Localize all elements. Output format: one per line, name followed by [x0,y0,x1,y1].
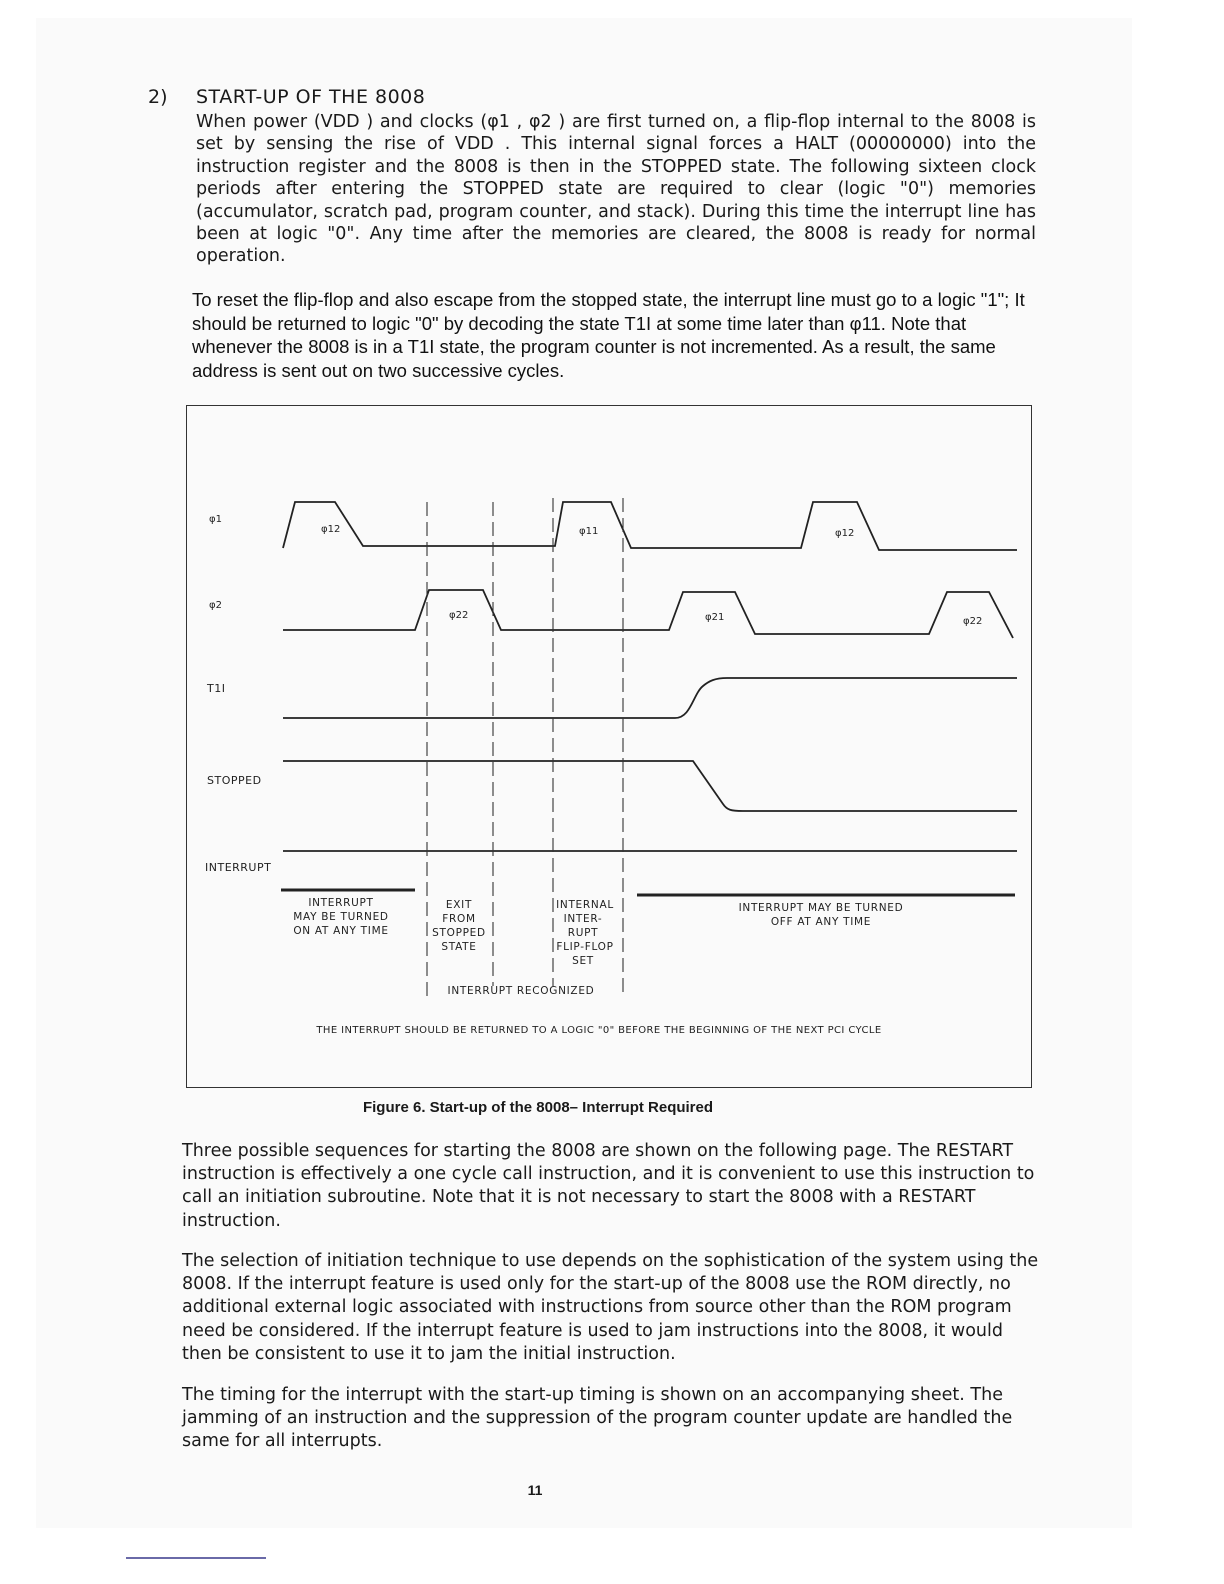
note-may-off-line2: OFF AT ANY TIME [770,916,872,928]
note-internal-line2: INTER- [563,913,603,925]
timing-diagram [187,406,1033,1089]
note-internal-line1: INTERNAL [556,899,614,911]
pulse-label-phi12-second: φ12 [835,528,855,539]
signal-label-interrupt: INTERRUPT [205,861,272,874]
pulse-label-phi22-second: φ22 [963,616,983,627]
paragraph-sequences: Three possible sequences for starting the 8008 are shown on the following page. The RESTART instruction is effectively a one cycle call instruction, and it is convenient to use this instruction to call an initiation subroutine. Note that it is not necessary to start the 8008 with a RESTART instruction. [182,1141,1035,1231]
note-internal-line3: RUPT [567,927,599,939]
note-exit-line4: STATE [441,941,477,953]
stopped-waveform [283,761,1017,811]
pulse-label-phi11: φ11 [579,526,599,537]
note-exit-line2: FROM [442,913,476,925]
signal-label-phi1: φ1 [209,514,222,525]
note-internal-line5: SET [572,955,594,967]
signal-label-phi2: φ2 [209,600,222,611]
signal-label-t1i: T1I [207,682,226,695]
figure-footnote: THE INTERRUPT SHOULD BE RETURNED TO A LOGIC "0" BEFORE THE BEGINNING OF THE NEXT PCI CYCLE [316,1025,882,1036]
signal-label-stopped: STOPPED [207,774,262,787]
paragraph-reset: To reset the flip-flop and also escape from the stopped state, the interrupt line must go to a logic "1"; It should be returned to logic "0" by decoding the state T1I at some time later than φ11. Note that whenever the 8008 is in a T1I state, the program counter is not incremented. As a result, the same address is sent out on two successive cycles. [192,289,1025,381]
timing-diagram-figure [186,405,1032,1088]
note-may-on-line3: ON AT ANY TIME [293,925,389,937]
note-interrupt-recognized: INTERRUPT RECOGNIZED [447,985,595,997]
phi1-waveform [283,502,1017,550]
note-exit-line1: EXIT [445,899,473,911]
paragraph-selection: The selection of initiation technique to use depends on the sophistication of the system using the 8008. If the interrupt feature is used only for the start-up of the 8008 use the ROM directly, no additional external logic associated with instructions from source other than the ROM program need be considered. If the interrupt feature is used to jam instructions into the 8008, it would then be consistent to use it to jam the initial instruction. [182,1251,1039,1364]
section-title: START-UP OF THE 8008 [196,86,426,108]
phi2-waveform [283,590,1013,638]
note-exit-line3: STOPPED [432,927,486,939]
note-may-on-line1: INTERRUPT [308,897,374,909]
paragraph-timing: The timing for the interrupt with the start-up timing is shown on an accompanying sheet. The jamming of an instruction and the suppression of the program counter update are handled the same for all interrupts. [182,1385,1013,1452]
page-number: 11 [527,1482,543,1498]
section-number: 2) [148,86,168,108]
pulse-label-phi12-first: φ12 [321,524,341,535]
t1i-waveform [283,678,1017,718]
figure-caption: Figure 6. Start-up of the 8008– Interrupt Required [362,1099,714,1116]
pulse-label-phi22-first: φ22 [449,610,469,621]
footer-rule [126,1557,266,1559]
paragraph-startup: When power (VDD ) and clocks (φ1 , φ2 ) are first turned on, a flip-flop internal to the 8008 is set by sensing the rise of VDD . This internal signal forces a HALT (00000000) into the instruction register and the 8008 is then in the STOPPED state. The following sixteen clock periods after entering the STOPPED state are required to clear (logic "0") memories (accumulator, scratch pad, program counter, and stack). During this time the interrupt line has been at logic "0". Any time after the memories are cleared, the 8008 is ready for normal operation. [196,112,1036,267]
note-may-off-line1: INTERRUPT MAY BE TURNED [738,902,904,914]
note-may-on-line2: MAY BE TURNED [293,911,389,923]
note-internal-line4: FLIP-FLOP [556,941,614,953]
pulse-label-phi21: φ21 [705,612,725,623]
